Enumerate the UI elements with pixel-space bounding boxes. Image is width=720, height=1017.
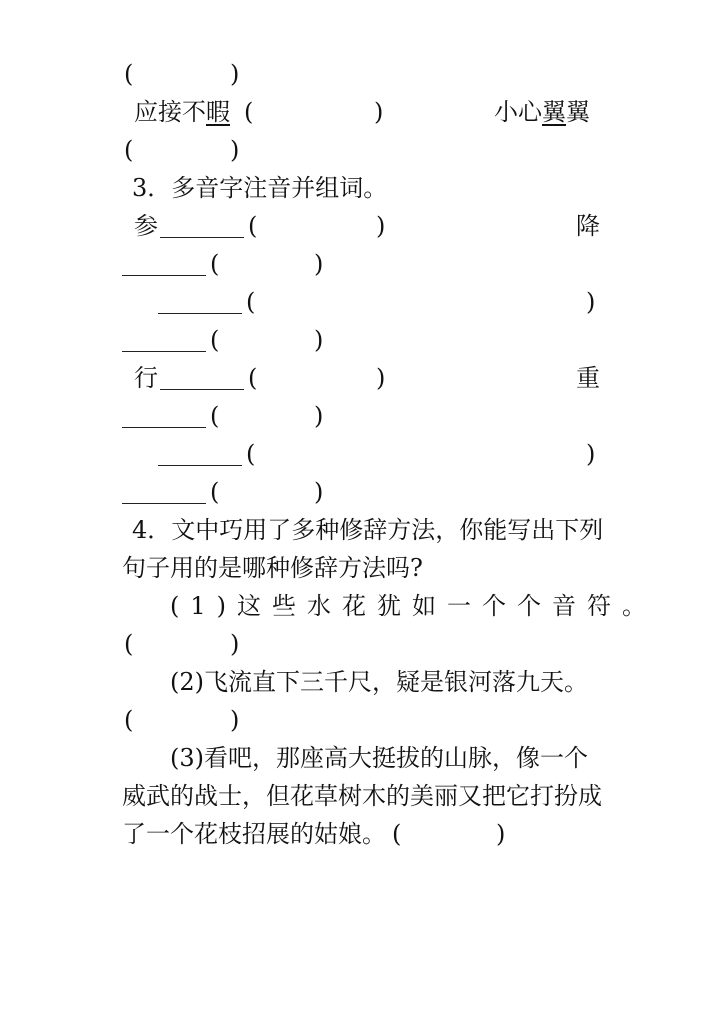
pinyin-blank[interactable] [160, 363, 244, 390]
polyphone-row [122, 435, 600, 473]
idiom-row [122, 93, 600, 131]
open-paren: ( [124, 60, 134, 88]
polyphone-char: 降 [576, 212, 600, 240]
polyphone-row [122, 473, 600, 511]
idiom-2: 小心翼翼 [494, 98, 590, 126]
idiom-2-highlight: 翼 [542, 98, 566, 126]
open-paren: ( [246, 440, 256, 468]
close-paren: ) [230, 136, 240, 164]
sentence-text: (1)这些水花犹如一个个音符。 [170, 592, 657, 620]
polyphone-row [122, 321, 600, 359]
sentence-3-cont [122, 815, 600, 853]
open-paren: ( [210, 402, 220, 430]
question-4-title [122, 511, 604, 549]
close-paren: ) [314, 402, 324, 430]
polyphone-char: 行 [134, 364, 158, 392]
open-paren: ( [244, 98, 254, 126]
open-paren: ( [210, 326, 220, 354]
polyphone-row [122, 207, 600, 245]
sentence-1 [122, 587, 657, 625]
polyphone-char: 重 [576, 364, 600, 392]
close-paren: ) [230, 60, 240, 88]
pinyin-blank[interactable] [158, 439, 242, 466]
answer-paren-row [122, 55, 600, 93]
pinyin-blank[interactable] [122, 401, 206, 428]
polyphone-row [122, 359, 600, 397]
question-4-text: 句子用的是哪种修辞方法吗? [122, 554, 423, 582]
question-4-text: 4．文中巧用了多种修辞方法，你能写出下列 [132, 516, 604, 544]
pinyin-blank[interactable] [122, 249, 206, 276]
sentence-3 [122, 739, 600, 777]
sentence-text: (3)看吧，那座高大挺拔的山脉，像一个 [170, 744, 588, 772]
idiom-1-highlight: 暇 [206, 98, 230, 126]
question-4-title-cont [122, 549, 600, 587]
open-paren: ( [210, 250, 220, 278]
close-paren: ) [230, 706, 240, 734]
open-paren: ( [248, 364, 258, 392]
sentence-3-cont [122, 777, 600, 815]
open-paren: ( [124, 630, 134, 658]
open-paren: ( [248, 212, 258, 240]
idiom-1: 应接不暇 [134, 98, 230, 126]
question-3-title [122, 169, 600, 207]
close-paren: ) [314, 478, 324, 506]
close-paren: ) [314, 250, 324, 278]
pinyin-blank[interactable] [122, 477, 206, 504]
close-paren: ) [496, 820, 506, 848]
close-paren: ) [586, 440, 596, 468]
polyphone-row [122, 397, 600, 435]
open-paren: ( [392, 820, 402, 848]
polyphone-row [122, 245, 600, 283]
polyphone-char: 参 [134, 212, 158, 240]
close-paren: ) [314, 326, 324, 354]
open-paren: ( [124, 706, 134, 734]
close-paren: ) [376, 364, 386, 392]
close-paren: ) [586, 288, 596, 316]
sentence-text: 威武的战士，但花草树木的美丽又把它打扮成 [122, 782, 602, 810]
close-paren: ) [376, 212, 386, 240]
answer-paren-row [122, 701, 600, 739]
pinyin-blank[interactable] [122, 325, 206, 352]
close-paren: ) [230, 630, 240, 658]
close-paren: ) [374, 98, 384, 126]
answer-paren-row [122, 625, 600, 663]
sentence-text: 了一个花枝招展的姑娘。 [122, 820, 386, 848]
answer-paren-row [122, 131, 600, 169]
sentence-2 [122, 663, 600, 701]
polyphone-row [122, 283, 600, 321]
sentence-text: (2)飞流直下三千尺，疑是银河落九天。 [170, 668, 588, 696]
open-paren: ( [210, 478, 220, 506]
pinyin-blank[interactable] [160, 211, 244, 238]
pinyin-blank[interactable] [158, 287, 242, 314]
open-paren: ( [124, 136, 134, 164]
open-paren: ( [246, 288, 256, 316]
question-3-text: 3．多音字注音并组词。 [132, 174, 388, 202]
